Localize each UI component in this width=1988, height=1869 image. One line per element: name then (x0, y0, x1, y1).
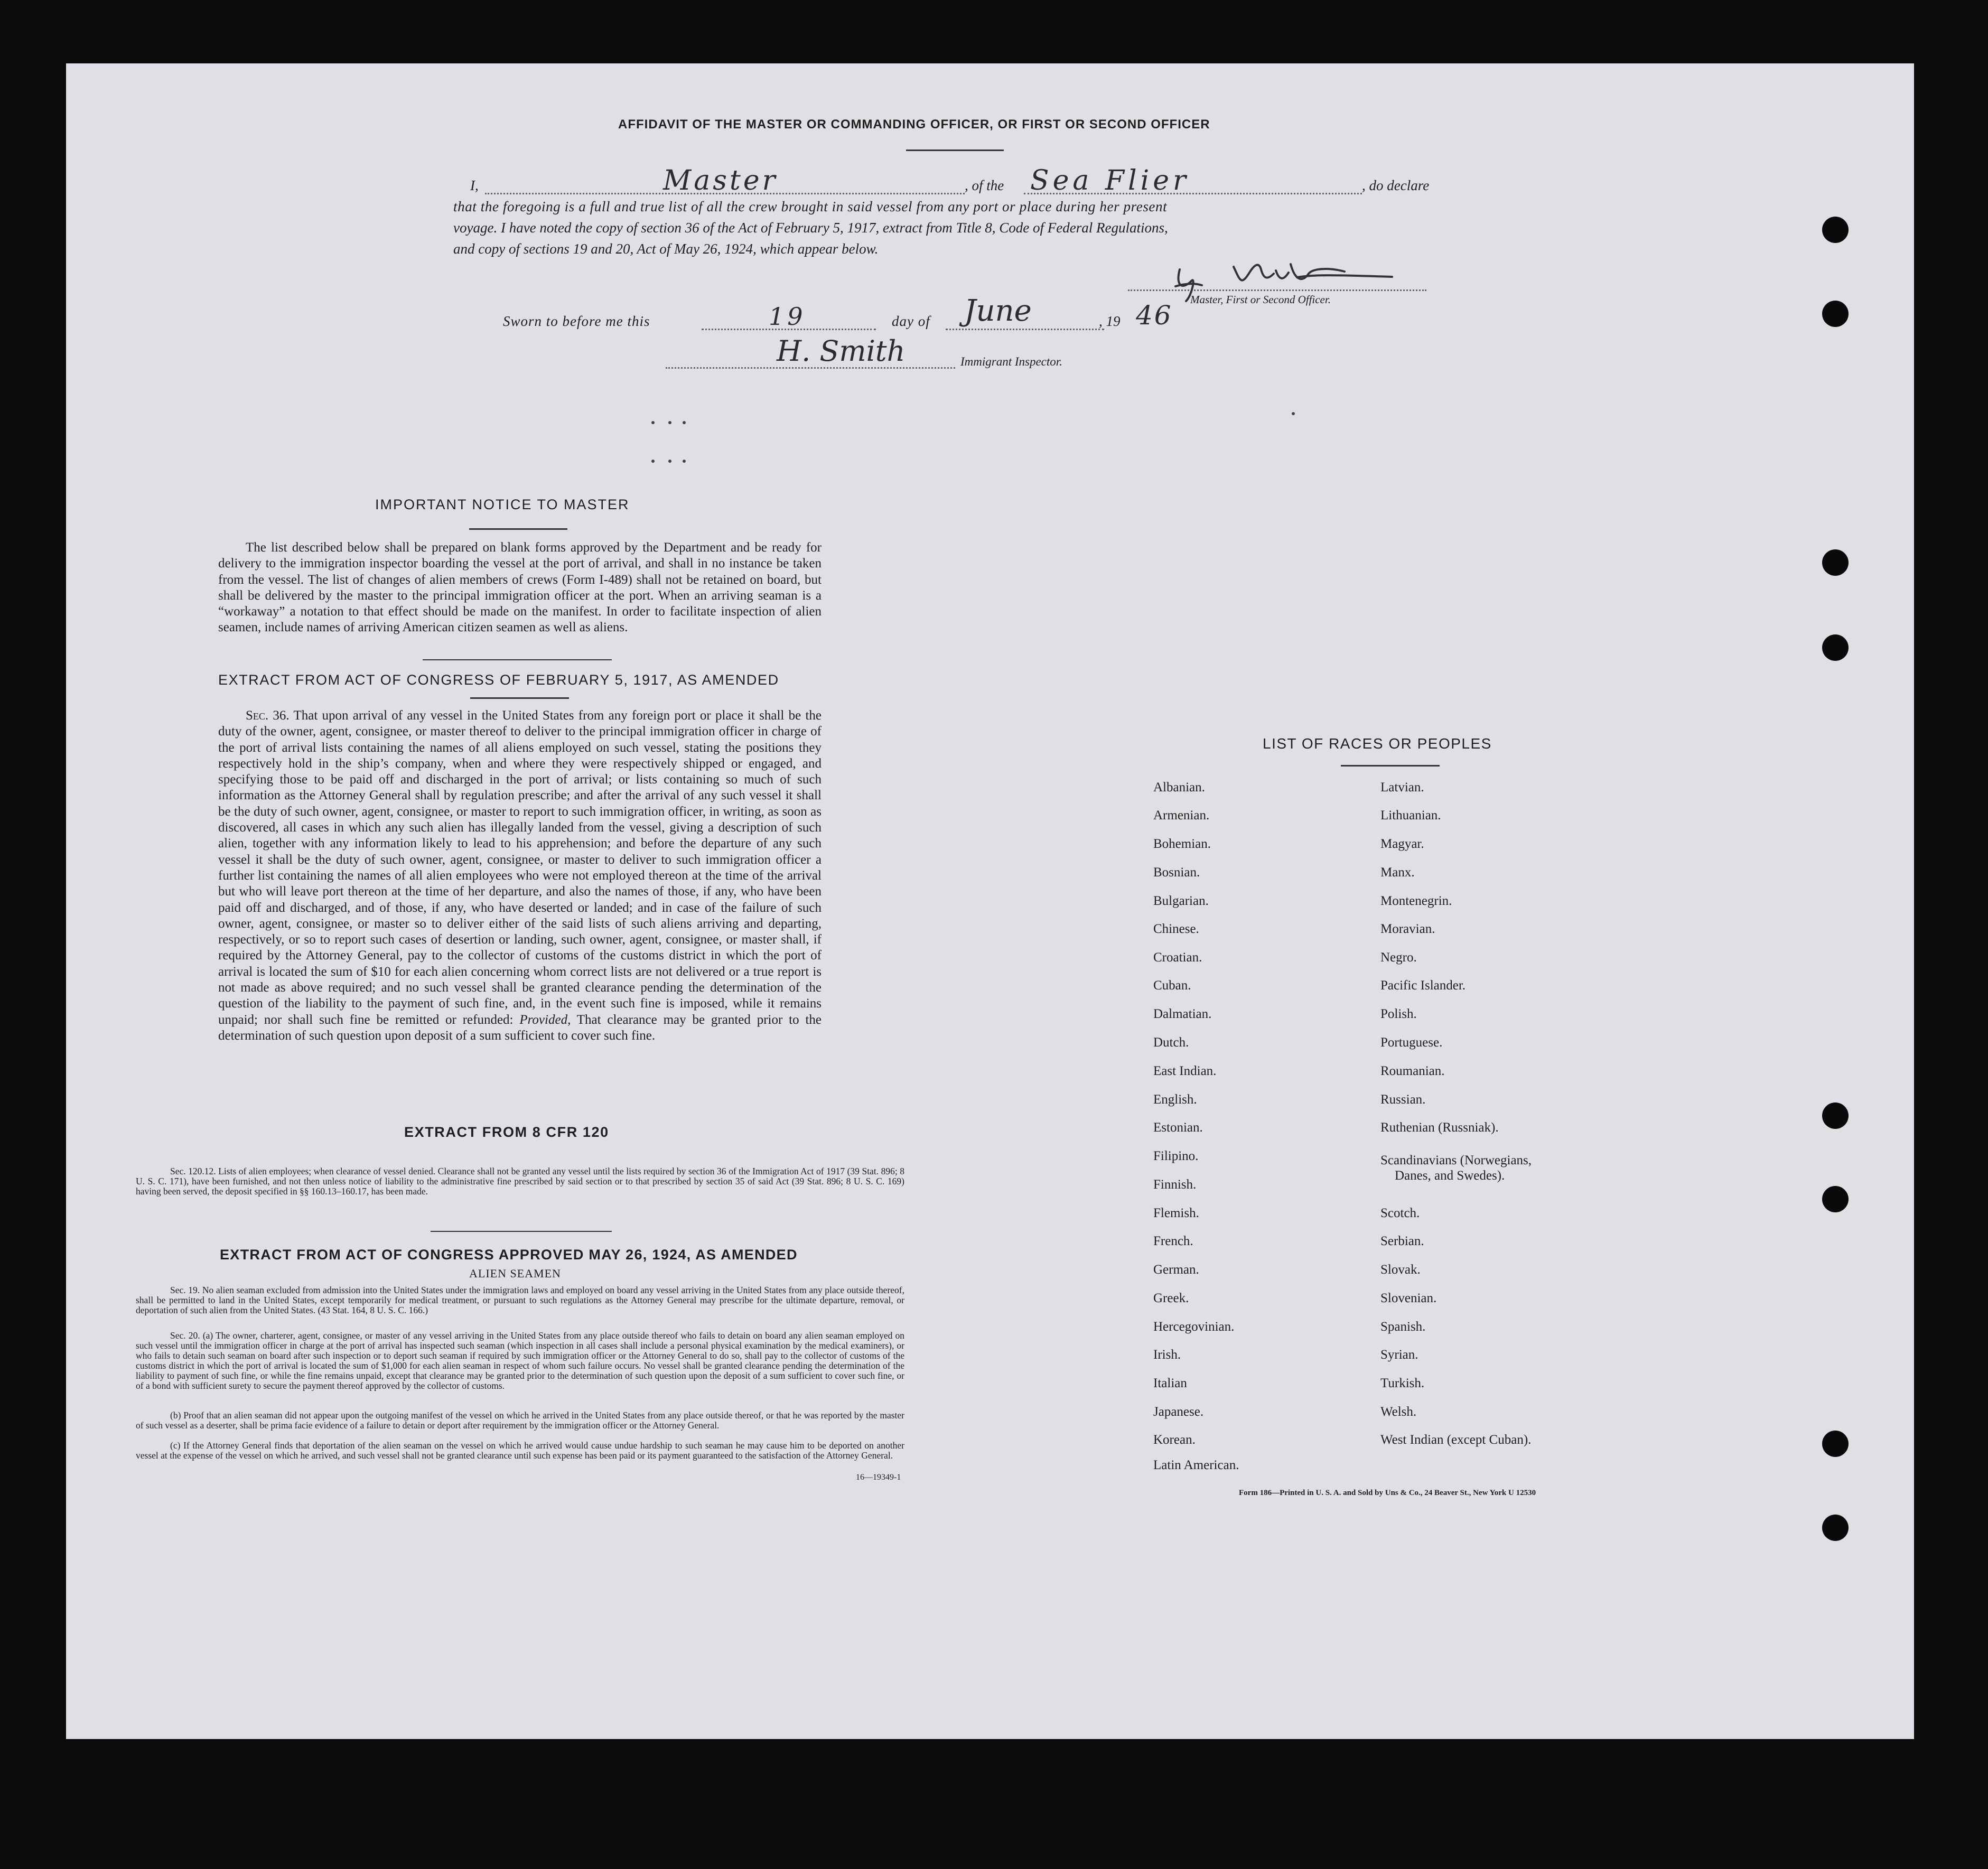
extract-1917-body (218, 708, 822, 1044)
section-19-text: Sec. 19. No alien seaman excluded from admission into the United States under the immigration laws and employed on board any vessel arriving in the United States from any place outside thereof, shall be permitted to land in the United States, except temporarily for medical treatment, or pursuant to such regulations as the Attorney General may prescribe for the ultimate departure, removal, or deportation of such alien from the United States. (43 Stat. 164, 8 U. S. C. 166.) (136, 1285, 904, 1315)
extract-1924-subtitle: ALIEN SEAMEN (469, 1267, 561, 1280)
race-left: Croatian. (1153, 950, 1202, 965)
section-20b-text: (b) Proof that an alien seaman did not appear upon the outgoing manifest of the vessel on which he arrived in the United States from any place outside thereof, or that he was reported by the master of such vessel as a deserter, shall be prima facie evidence of a failure to detain or deport after requirement by the immigration officer or the Attorney General. (136, 1410, 904, 1431)
extract-1917-underline (470, 697, 569, 699)
race-left: East Indian. (1153, 1064, 1217, 1078)
race-left: Chinese. (1153, 922, 1199, 936)
race-left: Estonian. (1153, 1120, 1203, 1135)
punch-hole-4 (1822, 634, 1849, 661)
master-signature-caption: Master, First or Second Officer. (1190, 293, 1331, 306)
punch-hole-8 (1822, 1515, 1849, 1541)
race-right: Polish. (1380, 1007, 1417, 1021)
form-footer: Form 186—Printed in U. S. A. and Sold by Uns & Co., 24 Beaver St., New York U 12530 (1239, 1489, 1536, 1497)
cfr-title: EXTRACT FROM 8 CFR 120 (404, 1124, 609, 1140)
handwritten-day: 19 (769, 302, 806, 331)
race-left: French. (1153, 1234, 1193, 1248)
year-label: , 19 (1099, 313, 1121, 329)
race-left: Japanese. (1153, 1405, 1204, 1419)
race-left: German. (1153, 1263, 1199, 1277)
cfr-body: Sec. 120.12. Lists of alien employees; when clearance of vessel denied. Clearance shall not be granted any vessel until the lists required by section 36 of the Immigration Act of 1917 (39 Stat. 896; 8 U. S. C. 171), have been furnished, and not then unless notice of liability to the administrative fine prescribed by said section or to that prescribed by section 35 of said Act (39 Stat. 896; 8 U. S. C. 169) having been served, the deposit specified in §§ 160.13–160.17, has been made. (136, 1166, 904, 1197)
race-right: Slovak. (1380, 1263, 1421, 1277)
race-left: Flemish. (1153, 1206, 1199, 1220)
race-right: Roumanian. (1380, 1064, 1445, 1078)
race-left: Cuban. (1153, 978, 1191, 993)
do-declare-label: , do declare (1362, 177, 1430, 193)
sworn-label: Sworn to before me this (503, 313, 650, 329)
race-left: Bohemian. (1153, 837, 1211, 851)
speck-6 (683, 460, 686, 463)
races-title: LIST OF RACES OR PEOPLES (1263, 735, 1492, 752)
race-right: Negro. (1380, 950, 1417, 965)
notice-title: IMPORTANT NOTICE TO MASTER (375, 497, 630, 512)
handwritten-month: June (964, 294, 1032, 328)
race-left: Latin American. (1153, 1458, 1239, 1472)
race-right: Ruthenian (Russniak). (1380, 1120, 1499, 1135)
speck-3 (683, 421, 686, 424)
race-right: Scotch. (1380, 1206, 1420, 1220)
race-left: Armenian. (1153, 808, 1210, 823)
affidavit-i: I, (470, 177, 479, 193)
race-left: Irish. (1153, 1348, 1181, 1362)
race-right: Magyar. (1380, 837, 1424, 851)
race-right: Welsh. (1380, 1405, 1417, 1419)
race-left: Filipino. (1153, 1149, 1199, 1163)
race-right: Russian. (1380, 1092, 1426, 1107)
punch-hole-2 (1822, 301, 1849, 327)
race-left: Bulgarian. (1153, 894, 1209, 908)
speck-4 (651, 460, 655, 463)
race-left: Hercegovinian. (1153, 1320, 1235, 1334)
speck-2 (668, 421, 671, 424)
race-left: English. (1153, 1092, 1197, 1107)
notice-body: The list described below shall be prepared on blank forms approved by the Department and be ready for delivery to the immigration inspector boarding the vessel at the port of arrival, and shall in no instance be taken from the vessel. The list of changes of alien members of crews (Form I-489) shall not be retained on board, but shall be delivered by the master to the principal immigration officer at the port. When an arriving seaman is a “workaway” a notation to that effect should be made on the manifest. In order to facilitate inspection of alien seamen, include names of arriving American citizen seamen as well as aliens. (218, 540, 822, 635)
race-left: Dutch. (1153, 1035, 1189, 1050)
section-20a-text: Sec. 20. (a) The owner, charterer, agent, consignee, or master of any vessel arriving in the United States from any place outside thereof who fails to detain on board any alien seaman employed on such vessel until the immigration officer in charge at the port of arrival has inspected such seaman (which inspection in all cases shall include a personal physical examination by the medical examiners), or who fails to detain such seaman on board after such inspection or to deport such seaman if required by such immigration officer or the Attorney General to do so, shall pay to the collector of customs of the customs district in which the port of arrival is located the sum of $1,000 for each alien seaman in respect of whom such failure occurs. No vessel shall be granted clearance pending the determination of the liability to payment of such fine, or while the fine remains unpaid, except that clearance may be granted prior to the determination of such question upon the deposit of a sum sufficient to cover such fine, or of a bond with sufficient surety to secure the payment thereof approved by the collector of customs. (136, 1330, 904, 1391)
race-right: Latvian. (1380, 780, 1424, 795)
punch-hole-6 (1822, 1186, 1849, 1212)
race-right: Syrian. (1380, 1348, 1418, 1362)
section-36-label: Sec. 36. (246, 708, 290, 723)
section-20c-text: (c) If the Attorney General finds that deportation of the alien seaman on the vessel on which he arrived would cause undue hardship to such seaman he may cause him to be deported on another vessel at the expense of the vessel on which he arrived, and such vessel shall not be granted clearance until such expense has been paid or its payment guaranteed to the satisfaction of the Attorney General. (136, 1440, 904, 1461)
race-left: Korean. (1153, 1433, 1196, 1447)
handwritten-year: 46 (1136, 300, 1173, 331)
race-right: Serbian. (1380, 1234, 1424, 1248)
race-right: Pacific Islander. (1380, 978, 1466, 993)
race-right: Danes, and Swedes). (1395, 1169, 1505, 1183)
race-right: Turkish. (1380, 1376, 1425, 1390)
affidavit-line-2: that the foregoing is a full and true list of all the crew brought in said vessel from any port or place during her present (453, 199, 1168, 214)
speck-1 (651, 421, 655, 424)
affidavit-title: AFFIDAVIT OF THE MASTER OR COMMANDING OFFICER, OR FIRST OR SECOND OFFICER (618, 117, 1210, 132)
handwritten-vessel: Sea Flier (1030, 165, 1190, 197)
month-blank (946, 329, 1104, 330)
speck-7 (1292, 412, 1295, 415)
race-right: Moravian. (1380, 922, 1435, 936)
punch-hole-3 (1822, 549, 1849, 576)
left-form-number: 16—19349-1 (856, 1473, 901, 1482)
race-right: Portuguese. (1380, 1035, 1443, 1050)
inspector-caption: Immigrant Inspector. (960, 355, 1062, 368)
handwritten-rank: Master (663, 165, 778, 197)
race-right: West Indian (except Cuban). (1380, 1433, 1532, 1447)
race-left: Bosnian. (1153, 865, 1200, 880)
cfr-end-rule (431, 1231, 612, 1232)
notice-underline (469, 528, 567, 530)
punch-hole-7 (1822, 1431, 1849, 1457)
race-right: Slovenian. (1380, 1291, 1437, 1305)
affidavit-line-4: and copy of sections 19 and 20, Act of May 26, 1924, which appear below. (453, 241, 879, 257)
provided-word: Provided, (519, 1012, 571, 1027)
race-left: Albanian. (1153, 780, 1205, 795)
race-right: Montenegrin. (1380, 894, 1452, 908)
race-right: Spanish. (1380, 1320, 1426, 1334)
race-left: Greek. (1153, 1291, 1189, 1305)
race-left: Finnish. (1153, 1178, 1197, 1192)
handwritten-inspector: H. Smith (777, 334, 906, 368)
races-underline (1341, 765, 1440, 767)
race-right: Lithuanian. (1380, 808, 1441, 823)
extract-1917-title: EXTRACT FROM ACT OF CONGRESS OF FEBRUARY 5, 1917, AS AMENDED (218, 672, 779, 688)
section-36-end: That clearance may be granted prior to the determination of such question upon deposit of a sum sufficient to cover such fine. (218, 1012, 822, 1043)
race-left: Italian (1153, 1376, 1187, 1390)
day-of-label: day of (892, 313, 930, 329)
notice-end-rule (423, 659, 612, 660)
title-underline (906, 149, 1004, 151)
of-the-label: , of the (965, 177, 1004, 193)
race-left: Dalmatian. (1153, 1007, 1212, 1021)
affidavit-line-3: voyage. I have noted the copy of section 36 of the Act of February 5, 1917, extract from Title 8, Code of Federal Regulations, (453, 220, 1168, 236)
speck-5 (668, 460, 671, 463)
section-36-text: That upon arrival of any vessel in the United States from any foreign port or place it shall be the duty of the owner, agent, consignee, or master thereof to deliver to the principal immigration officer in charge of the port of arrival lists containing the names of all aliens employed on such vessel, stating the positions they respectively hold in the ship’s company, when and where they were respectively shipped or engaged, and specifying those to be paid off and discharged in the port of arrival; or lists containing so much of such information as the Attorney General shall by regulation prescribe; and after the arrival of any such vessel it shall be the duty of such owner, agent, consignee, or master to report to such immigration officer, in writing, as soon as discovered, all cases in which any such alien has illegally landed from the vessel, giving a description of such alien, together with any information likely to lead to his apprehension; and before the departure of any such vessel it shall be the duty of such owner, agent, consignee, or master to deliver to such immigration officer a further list containing the names of all alien employees who were not employed thereon at the time of the arrival but who will leave port thereon at the time of her departure, and also the names of those, if any, who have been paid off and discharged, and of those, if any, who have deserted or landed; and in case of the failure of such owner, agent, consignee, or master so to deliver either of the said lists of such aliens arriving and departing, respectively, or so to report such cases of desertion or landing, such owner, agent, consignee, or master shall, if required by the Attorney General, pay to the collector of customs of the customs district in which the port of arrival is located the sum of $10 for each alien concerning whom correct lists are not delivered or a true report is not made as above required; and no such vessel shall be granted clearance pending the determination of the question of the liability to the payment of such fine, and, in the event such fine is imposed, while it remains unpaid; nor shall such fine be remitted or refunded: (218, 708, 822, 1027)
race-right: Manx. (1380, 865, 1415, 880)
race-right: Scandinavians (Norwegians, (1380, 1153, 1532, 1167)
punch-hole-1 (1822, 217, 1849, 243)
punch-hole-5 (1822, 1102, 1849, 1129)
extract-1924-title: EXTRACT FROM ACT OF CONGRESS APPROVED MAY 26, 1924, AS AMENDED (220, 1247, 798, 1263)
